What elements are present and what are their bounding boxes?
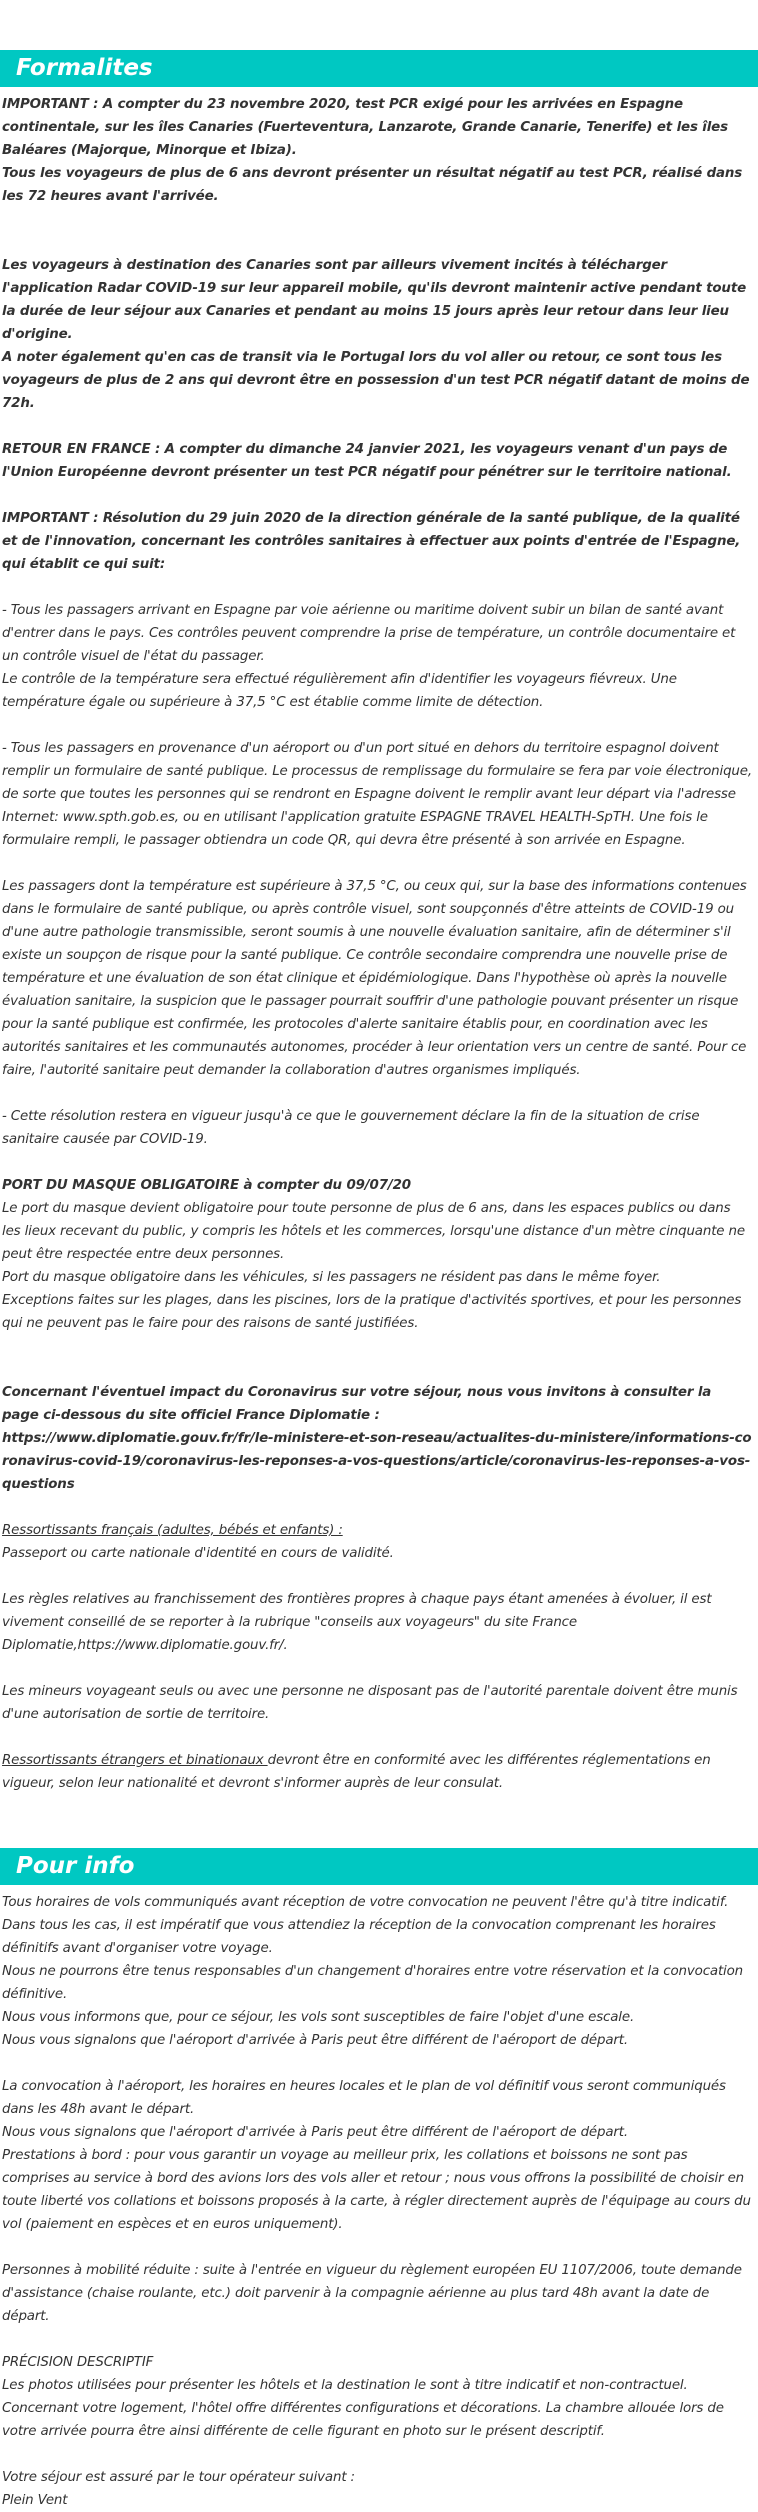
radar-covid: Les voyageurs à destination des Canaries sont par ailleurs vivement incités à télécharger l'application Radar COVID-19 sur leur appareil mobile, qu'ils devront maintenir active pendant toute la durée de leur séjour aux Canaries et pendant au moins 15 jours après leur retour dans leur lieu d'origine. (2, 258, 747, 342)
resolution-title: IMPORTANT : Résolution du 29 juin 2020 de la direction générale de la santé publique, de la qualité et de l'innovation, concernant les contrôles sanitaires à effectuer aux points d'entrée de l'Espagne, qui établit ce qui suit: (2, 511, 741, 572)
diplomatie-link[interactable]: https://www.diplomatie.gouv.fr/fr/le-ministere-et-son-reseau/actualites-du-ministere/informations-coronavirus-covid-19/coronavirus-les-reponses-a-vos-questions/article/coronavirus-les-reponses-a-vos-questions (2, 1431, 752, 1492)
important-pcr: IMPORTANT : A compter du 23 novembre 2020, test PCR exigé pour les arrivées en Espagne continentale, sur les îles Canaries (Fuerteventura, Lanzarote, Grande Canarie, Tenerife) et les îles Baléares (Majorque, Minorque et Ibiza). (2, 97, 728, 158)
info-aeroport-arrivee: Nous vous signalons que l'aéroport d'arrivée à Paris peut être différent de l'aéroport de départ. (2, 2033, 628, 2048)
diplomatie-intro: Concernant l'éventuel impact du Coronavirus sur votre séjour, nous vous invitons à consulter la page ci-dessous du site officiel France Diplomatie : (2, 1385, 712, 1423)
formalites-title: Formalites (16, 55, 153, 81)
info-convocation-48h: La convocation à l'aéroport, les horaires en heures locales et le plan de vol définitif vous seront communiqués dans les 48h avant le départ. (2, 2079, 726, 2117)
formulaire-sante: - Tous les passagers en provenance d'un aéroport ou d'un port situé en dehors du territoire espagnol doivent remplir un formulaire de santé publique. Le processus de remplissage du formulaire se fera par voie électronique, de sorte que toutes les personnes qui se rendront en Espagne doivent le remplir avant leur départ via l'adresse Internet: www.spth.gob.es, ou en utilisant l'application gratuite ESPAGNE TRAVEL HEALTH-SpTH. Une fois le formulaire rempli, le passager obtiendra un code QR, qui devra être présenté à son arrivée en Espagne. (2, 741, 752, 848)
ressortissants-etrangers (2, 1749, 752, 1795)
transit-portugal: A noter également qu'en cas de transit via le Portugal lors du vol aller ou retour, ce sont tous les voyageurs de plus de 2 ans qui devront être en possession d'un test PCR négatif datant de moins de 72h. (2, 350, 750, 411)
controle-temperature: Le contrôle de la température sera effectué régulièrement afin d'identifier les voyageurs fiévreux. Une température égale ou supérieure à 37,5 °C est établie comme limite de détection. (2, 672, 677, 710)
masque-text-2: Port du masque obligatoire dans les véhicules, si les passagers ne résident pas dans le même foyer. (2, 1270, 661, 1285)
retour-france: RETOUR EN FRANCE : A compter du dimanche 24 janvier 2021, les voyageurs venant d'un pays de l'Union Européenne devront présenter un test PCR négatif pour pénétrer sur le territoire national. (2, 442, 732, 480)
info-prestations-bord: Prestations à bord : pour vous garantir un voyage au meilleur prix, les collations et boissons ne sont pas comprises au service à bord des avions lors des vols aller et retour ; nous vous offrons la possibilité de choisir en toute liberté vos collations et boissons proposés à la carte, à régler directement auprès de l'équipage au cours du vol (paiement en espèces et en euros uniquement). (2, 2148, 751, 2232)
ressortissants-etrangers-title: Ressortissants étrangers et binationaux (2, 1753, 268, 1768)
ressortissants-francais-text: Passeport ou carte nationale d'identité en cours de validité. (2, 1546, 394, 1561)
info-horaires-indicatif: Tous horaires de vols communiqués avant réception de votre convocation ne peuvent l'être qu'à titre indicatif. (2, 1895, 729, 1910)
info-tour-operateur: Votre séjour est assuré par le tour opérateur suivant : (2, 2470, 355, 2485)
info-responsabilite: Nous ne pourrons être tenus responsables d'un changement d'horaires entre votre réservation et la convocation définitive. (2, 1964, 744, 2002)
formalites-header (0, 50, 758, 87)
ressortissants-etrangers-text: devront être en conformité avec les différentes réglementations en vigueur, selon leur nationalité et devront s'informer auprès de leur consulat. (2, 1753, 711, 1791)
resolution-vigueur: - Cette résolution restera en vigueur jusqu'à ce que le gouvernement déclare la fin de la situation de crise sanitaire causée par COVID-19. (2, 1109, 700, 1147)
masque-text-3: Exceptions faites sur les plages, dans les piscines, lors de la pratique d'activités sportives, et pour les personnes qui ne peuvent pas le faire pour des raisons de santé justifiées. (2, 1293, 742, 1331)
bilan-sante: - Tous les passagers arrivant en Espagne par voie aérienne ou maritime doivent subir un bilan de santé avant d'entrer dans le pays. Ces contrôles peuvent comprendre la prise de température, un contrôle documentaire et un contrôle visuel de l'état du passager. (2, 603, 736, 664)
pour-info-content (0, 1885, 758, 2512)
formalites-content (0, 87, 758, 1795)
info-plein-vent: Plein Vent (2, 2493, 68, 2508)
info-aeroport-arrivee-2: Nous vous signalons que l'aéroport d'arrivée à Paris peut être différent de l'aéroport de départ. (2, 2125, 628, 2140)
masque-title: PORT DU MASQUE OBLIGATOIRE à compter du 09/07/20 (2, 1178, 411, 1193)
mineurs-text: Les mineurs voyageant seuls ou avec une personne ne disposant pas de l'autorité parentale doivent être munis d'une autorisation de sortie de territoire. (2, 1684, 738, 1722)
masque-text-1: Le port du masque devient obligatoire pour toute personne de plus de 6 ans, dans les espaces publics ou dans les lieux recevant du public, y compris les hôtels et les commerces, lorsqu'une distance d'un mètre cinquante ne peut être respectée entre deux personnes. (2, 1201, 745, 1262)
pour-info-header (0, 1848, 758, 1885)
evaluation-sanitaire: Les passagers dont la température est supérieure à 37,5 °C, ou ceux qui, sur la base des informations contenues dans le formulaire de santé publique, ou après contrôle visuel, sont soupçonnés d'être atteints de COVID-19 ou d'une autre pathologie transmissible, seront soumis à une nouvelle évaluation sanitaire, afin de déterminer s'il existe un soupçon de risque pour la santé publique. Ce contrôle secondaire comprendra une nouvelle prise de température et une évaluation de son état clinique et épidémiologique. Dans l'hypothèse où après la nouvelle évaluation sanitaire, la suspicion que le passager pourrait souffrir d'une pathologie pouvant présenter un risque pour la santé publique est confirmée, les protocoles d'alerte sanitaire établis pour, en coordination avec les autorités sanitaires et les communautés autonomes, procéder à leur orientation vers un centre de santé. Pour ce faire, l'autorité sanitaire peut demander la collaboration d'autres organismes impliqués. (2, 879, 747, 1078)
info-attendre-convocation: Dans tous les cas, il est impératif que vous attendiez la réception de la convocation comprenant les horaires définitifs avant d'organiser votre voyage. (2, 1918, 716, 1956)
frontieres-text: Les règles relatives au franchissement des frontières propres à chaque pays étant amenées à évoluer, il est vivement conseillé de se reporter à la rubrique "conseils aux voyageurs" du site France Diplomatie,https://www.diplomatie.gouv.fr/. (2, 1592, 712, 1653)
info-precision-text: Les photos utilisées pour présenter les hôtels et la destination le sont à titre indicatif et non-contractuel. Concernant votre logement, l'hôtel offre différentes configurations et décorations. La chambre allouée lors de votre arrivée pourra être ainsi différente de celle figurant en photo sur le présent descriptif. (2, 2378, 724, 2439)
info-mobilite-reduite: Personnes à mobilité réduite : suite à l'entrée en vigueur du règlement européen EU 1107/2006, toute demande d'assistance (chaise roulante, etc.) doit parvenir à la compagnie aérienne au plus tard 48h avant la date de départ. (2, 2263, 742, 2324)
info-escale: Nous vous informons que, pour ce séjour, les vols sont susceptibles de faire l'objet d'une escale. (2, 2010, 635, 2025)
pcr-72h: Tous les voyageurs de plus de 6 ans devront présenter un résultat négatif au test PCR, réalisé dans les 72 heures avant l'arrivée. (2, 166, 743, 204)
pour-info-title: Pour info (16, 1853, 135, 1879)
ressortissants-francais-title: Ressortissants français (adultes, bébés et enfants) : (2, 1523, 343, 1538)
info-precision-title: PRÉCISION DESCRIPTIF (2, 2355, 154, 2370)
